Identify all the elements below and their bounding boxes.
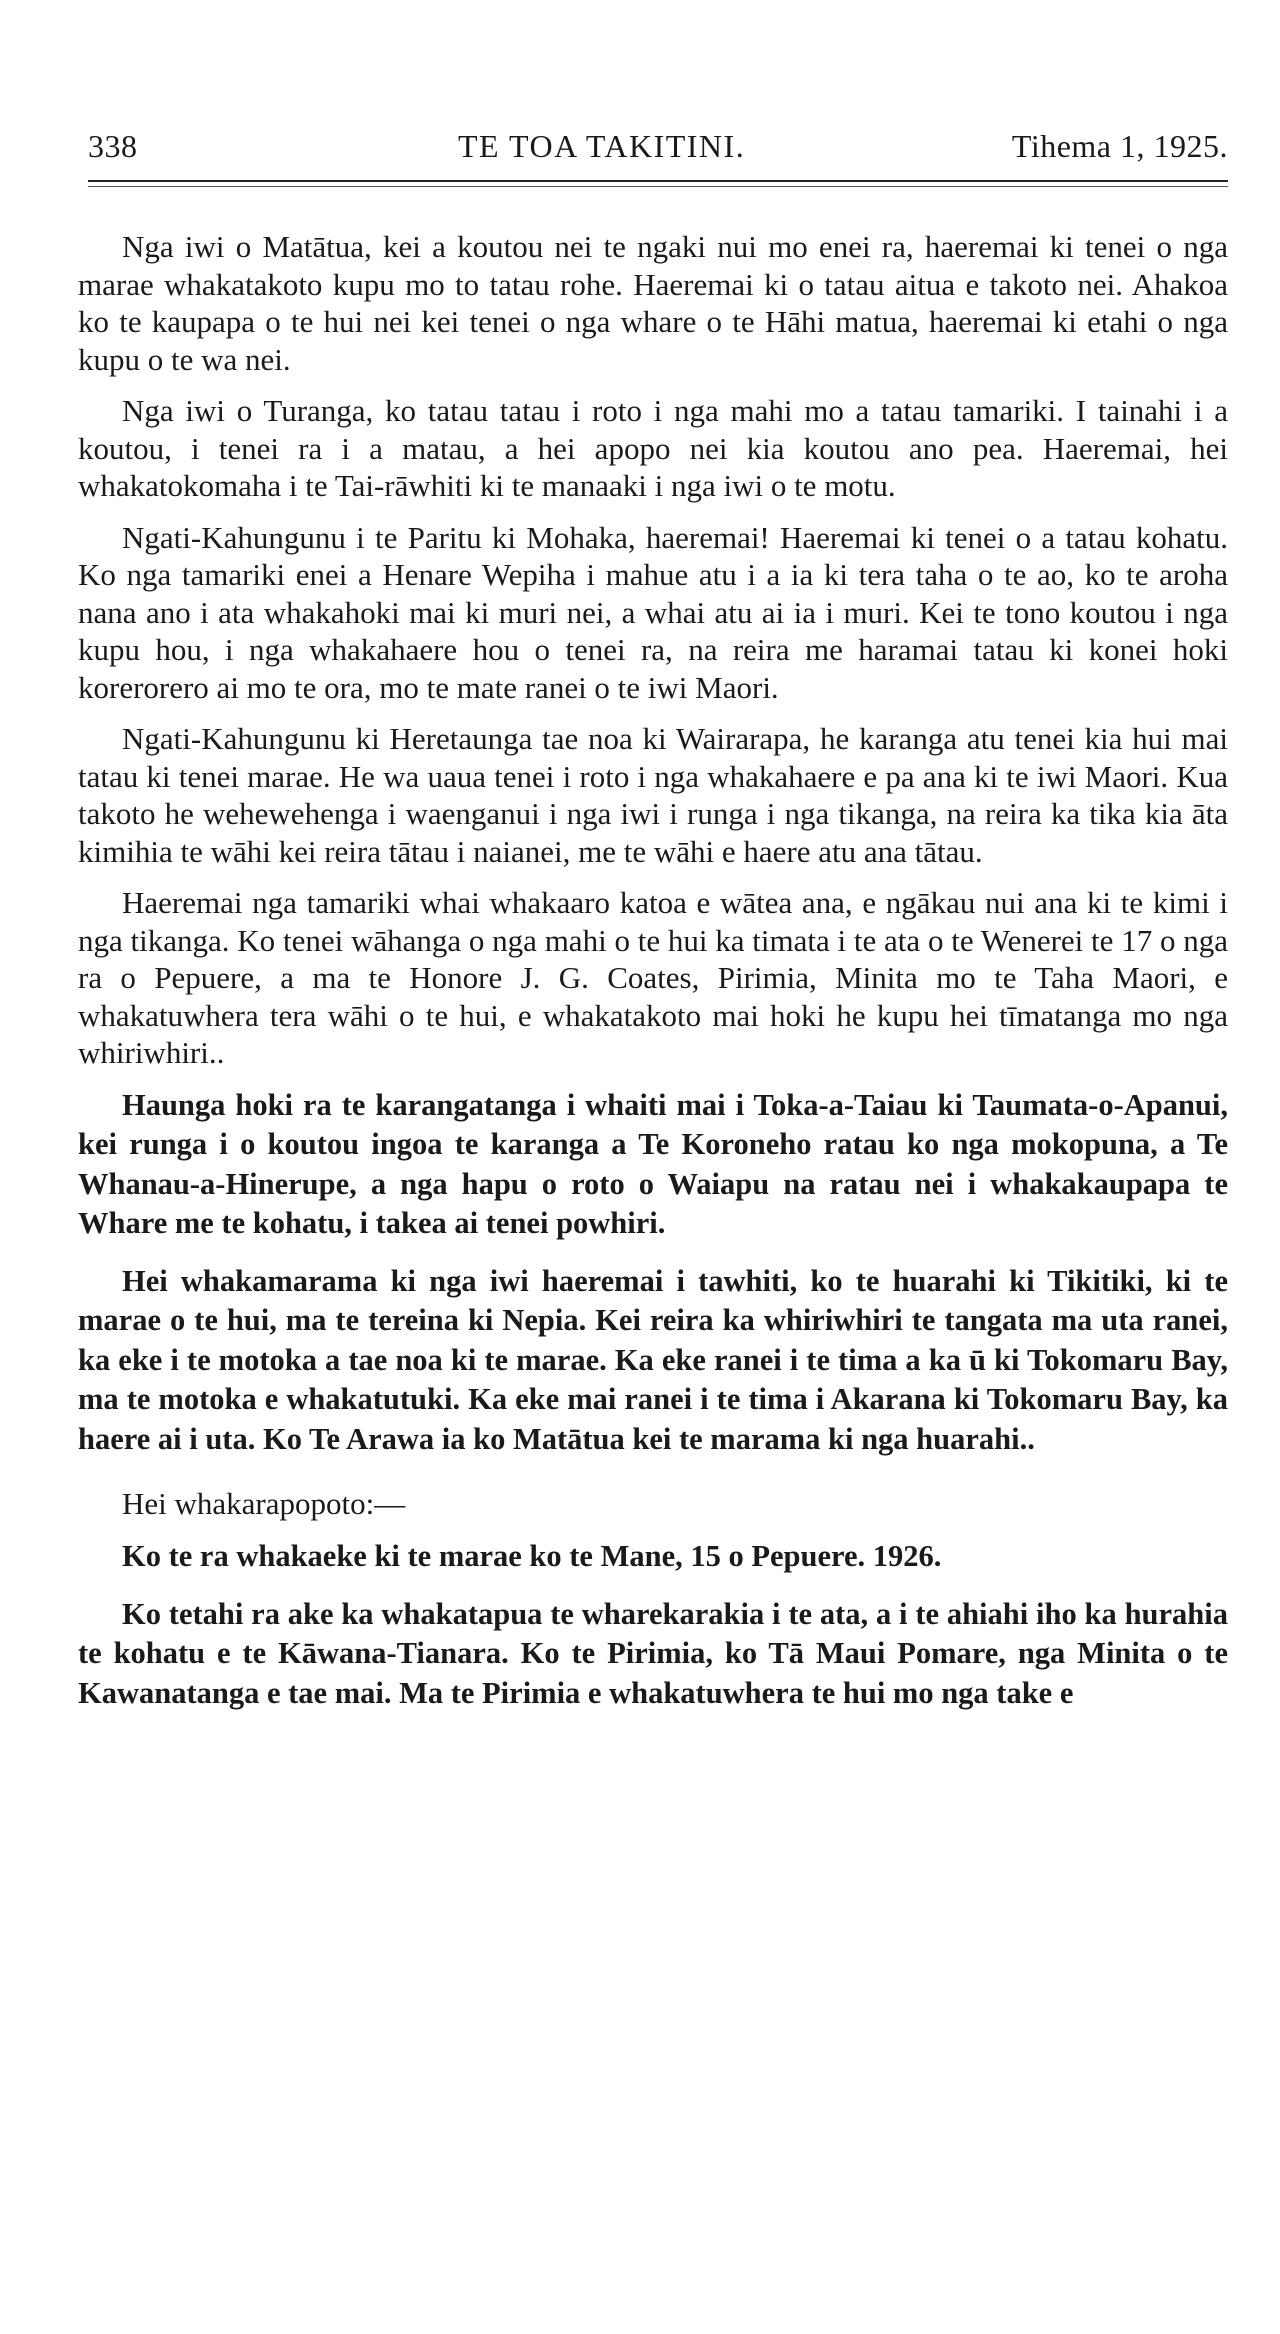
paragraph: Nga iwi o Turanga, ko tatau tatau i roto i nga mahi mo a tatau tamariki. I tainahi i a koutou, i tenei ra i a matau, a hei apopo nei kia koutou ano pea. Haeremai, hei whakatokomaha i te Tai-rāwhiti ki te manaaki i nga iwi o te motu. [78,393,1228,503]
article-body [78,228,1228,1731]
summary-paragraph: Ko tetahi ra ake ka whakatapua te wharekarakia i te ata, a i te ahiahi iho ka hurahia te kohatu e te Kāwana-Tianara. Ko te Pirimia, ko Tā Maui Pomare, nga Minita o te Kawanatanga e tae mai. Ma te Pirimia e whakatuwhera te hui mo nga take e [78,1596,1228,1710]
bold-paragraph: Haunga hoki ra te karangatanga i whaiti mai i Toka-a-Taiau ki Taumata-o-Apanui, kei runga i o koutou ingoa te karanga a Te Koroneho ratau ko nga mokopuna, a Te Whanau-a-Hinerupe, a nga hapu o roto o Waiapu na ratau nei i whakakaupapa te Whare me te kohatu, i takea ai tenei powhiri. [78,1087,1228,1240]
summary-heading: Hei whakarapopoto:— [122,1486,406,1521]
header-rule [88,180,1228,182]
paragraph: Ngati-Kahungunu ki Heretaunga tae noa ki Wairarapa, he karanga atu tenei kia hui mai tatau ki tenei marae. He wa uaua tenei i roto i nga whakahaere e pa ana ki te iwi Maori. Kua takoto he wehewehenga i waenganui i nga iwi i runga i nga tikanga, na reira ka tika kia āta kimihia te wāhi kei reira tātau i naianei, me te wāhi e haere atu ana tātau. [78,721,1228,869]
page-number: 338 [88,128,138,164]
publication-title: TE TOA TAKITINI. [458,128,746,164]
running-header [88,128,1228,174]
paragraph: Haeremai nga tamariki whai whakaaro katoa e wātea ana, e ngākau nui ana ki te kimi i nga tikanga. Ko tenei wāhanga o nga mahi o te hui ka timata i te ata o te Wenerei te 17 o nga ra o Pepuere, a ma te Honore J. G. Coates, Pirimia, Minita mo te Taha Maori, e whakatuwhera tera wāhi o te hui, e whakatakoto mai hoki he kupu hei tīmatanga mo nga whiriwhiri.. [78,885,1228,1070]
paragraph: Nga iwi o Matātua, kei a koutou nei te ngaki nui mo enei ra, haeremai ki tenei o nga marae whakatakoto kupu mo to tatau rohe. Haeremai ki o tatau aitua e takoto nei. Ahakoa ko te kaupapa o te hui nei kei tenei o nga whare o te Hāhi matua, haeremai ki etahi o nga kupu o te wa nei. [78,229,1228,377]
paragraph: Ngati-Kahungunu i te Paritu ki Mohaka, haeremai! Haeremai ki tenei o a tatau kohatu. Ko nga tamariki enei a Henare Wepiha i mahue atu i a ia ki tera taha o te ao, ko te aroha nana ano i ata whakahoki mai ki muri nei, a whai atu ai ia i muri. Kei te tono koutou i nga kupu hou, i nga whakahaere hou o tenei ra, na reira me haramai tatau ki konei hoki korerorero ai mo te ora, mo te mate ranei o te iwi Maori. [78,519,1228,705]
issue-date: Tihema 1, 1925. [1011,128,1228,164]
bold-paragraph: Hei whakamarama ki nga iwi haeremai i tawhiti, ko te huarahi ki Tikitiki, ki te marae o te hui, ma te tereina ki Nepia. Kei reira ka whiriwhiri te tangata ma uta ranei, ka eke i te motoka a tae noa ki te marae. Ka eke ranei i te tima a ka ū ki Tokomaru Bay, ma te motoka e whakatutuki. Ka eke mai ranei i te tima i Akarana ki Tokomaru Bay, ka haere ai i uta. Ko Te Arawa ia ko Matātua kei te marama ki nga huarahi.. [78,1263,1228,1456]
header-rule-thin [88,186,1228,187]
summary-paragraph: Ko te ra whakaeke ki te marae ko te Mane, 15 o Pepuere. 1926. [122,1539,942,1573]
